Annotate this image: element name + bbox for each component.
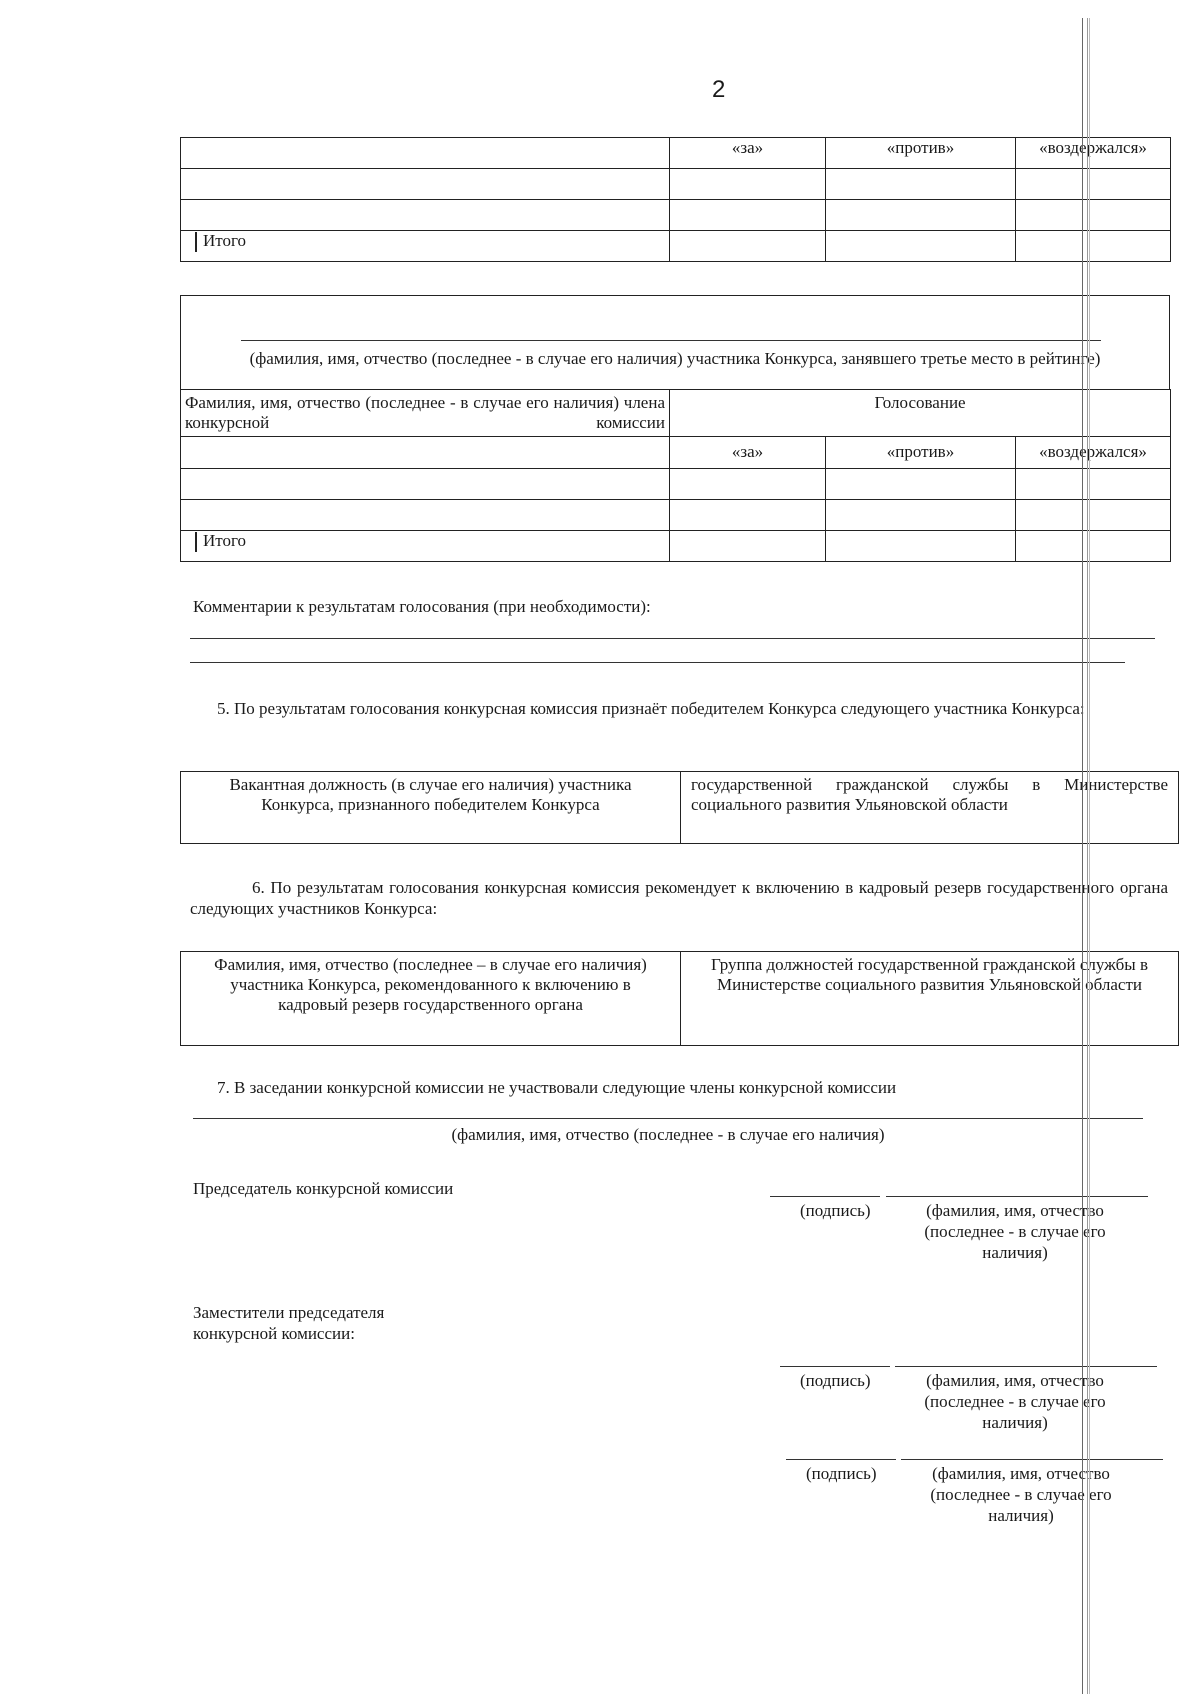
signature-label: (подпись) <box>806 1464 877 1483</box>
table-cell <box>670 231 826 262</box>
voting-header: Голосование <box>670 390 1171 437</box>
member-header: Фамилия, имя, отчество (последнее - в случае его наличия) члена конкурсной комиссии <box>181 390 670 437</box>
reserve-group-header: Группа должностей государственной гражданской службы в Министерстве социального развития Ульяновской области <box>681 952 1179 1046</box>
absent-members-line <box>193 1118 1143 1119</box>
signature-label: (подпись) <box>800 1201 871 1220</box>
winner-position-value: государственной гражданской службы в Министерстве социального развития Ульяновской области <box>681 772 1179 844</box>
comments-label: Комментарии к результатам голосования (при необходимости): <box>193 597 651 616</box>
third-place-caption-cell <box>180 295 1170 390</box>
vote-for-header: «за» <box>670 437 826 469</box>
table-cell <box>1016 469 1171 500</box>
table-cell <box>670 469 826 500</box>
table-cell <box>1016 200 1171 231</box>
vote-against-header: «против» <box>826 437 1016 469</box>
vote-abstained-header: «воздержался» <box>1016 437 1171 469</box>
table-cell <box>1016 231 1171 262</box>
name-line <box>901 1459 1163 1460</box>
chairman-label: Председатель конкурсной комиссии <box>193 1179 454 1198</box>
table-cell <box>826 200 1016 231</box>
signature-line <box>780 1366 890 1367</box>
total-label: Итого <box>203 531 247 550</box>
voting-table-continued <box>180 137 1171 262</box>
table-cell <box>826 500 1016 531</box>
vote-against-header: «против» <box>826 138 1016 169</box>
signature-line <box>770 1196 880 1197</box>
name-label: (фамилия, имя, отчество (последнее - в случае его наличия) <box>930 1464 1112 1525</box>
voting-table-third-place <box>180 389 1171 562</box>
vote-abstained-header: «воздержался» <box>1016 138 1171 169</box>
table-cell <box>826 531 1016 562</box>
table-cell <box>826 169 1016 200</box>
deputies-label: Заместители председателя конкурсной комиссии: <box>193 1303 385 1343</box>
table-cell <box>1016 500 1171 531</box>
table-cell <box>826 469 1016 500</box>
table-cell <box>181 437 670 469</box>
name-label: (фамилия, имя, отчество (последнее - в случае его наличия) <box>924 1201 1106 1262</box>
table-cell <box>181 138 670 169</box>
winner-table <box>180 771 1179 844</box>
item5-text: 5. По результатам голосования конкурсная комиссия признаёт победителем Конкурса следующего участника Конкурса: <box>217 699 1085 718</box>
table-cell <box>826 231 1016 262</box>
vote-for-header: «за» <box>670 138 826 169</box>
total-label: Итого <box>203 231 247 250</box>
third-place-caption: (фамилия, имя, отчество (последнее - в случае его наличия) участника Конкурса, занявшего третье место в рейтинге) <box>249 349 1101 368</box>
table-cell <box>181 500 670 531</box>
total-row-label <box>181 231 670 262</box>
table-cell <box>1016 169 1171 200</box>
total-row-label <box>181 531 670 562</box>
signature-label: (подпись) <box>800 1371 871 1390</box>
name-line <box>886 1196 1148 1197</box>
table-cell <box>1016 531 1171 562</box>
table-cell <box>670 531 826 562</box>
table-cell <box>181 169 670 200</box>
name-line <box>895 1366 1157 1367</box>
table-cell <box>670 200 826 231</box>
table-cell <box>181 200 670 231</box>
item7-text: 7. В заседании конкурсной комиссии не участвовали следующие члены конкурсной комиссии <box>217 1078 897 1097</box>
page-number: 2 <box>712 76 726 103</box>
name-fill-line <box>241 340 1101 341</box>
absent-members-caption: (фамилия, имя, отчество (последнее - в случае его наличия) <box>451 1125 885 1144</box>
reserve-name-header: Фамилия, имя, отчество (последнее – в случае его наличия) участника Конкурса, рекомендованного к включению в кадровый резерв государственного органа <box>181 952 681 1046</box>
item6-text: 6. По результатам голосования конкурсная комиссия рекомендует к включению в кадровый резерв государственного органа следующих участников Конкурса: <box>190 878 1168 918</box>
table-cell <box>670 500 826 531</box>
comment-line <box>190 662 1125 663</box>
reserve-table <box>180 951 1179 1046</box>
table-cell <box>670 169 826 200</box>
scan-artifact-line <box>1082 18 1088 1694</box>
table-cell <box>181 469 670 500</box>
scan-artifact-line <box>1089 18 1090 1694</box>
winner-position-label: Вакантная должность (в случае его наличия) участника Конкурса, признанного победителем Конкурса <box>181 772 681 844</box>
name-label: (фамилия, имя, отчество (последнее - в случае его наличия) <box>924 1371 1106 1432</box>
comment-line <box>190 638 1155 639</box>
signature-line <box>786 1459 896 1460</box>
